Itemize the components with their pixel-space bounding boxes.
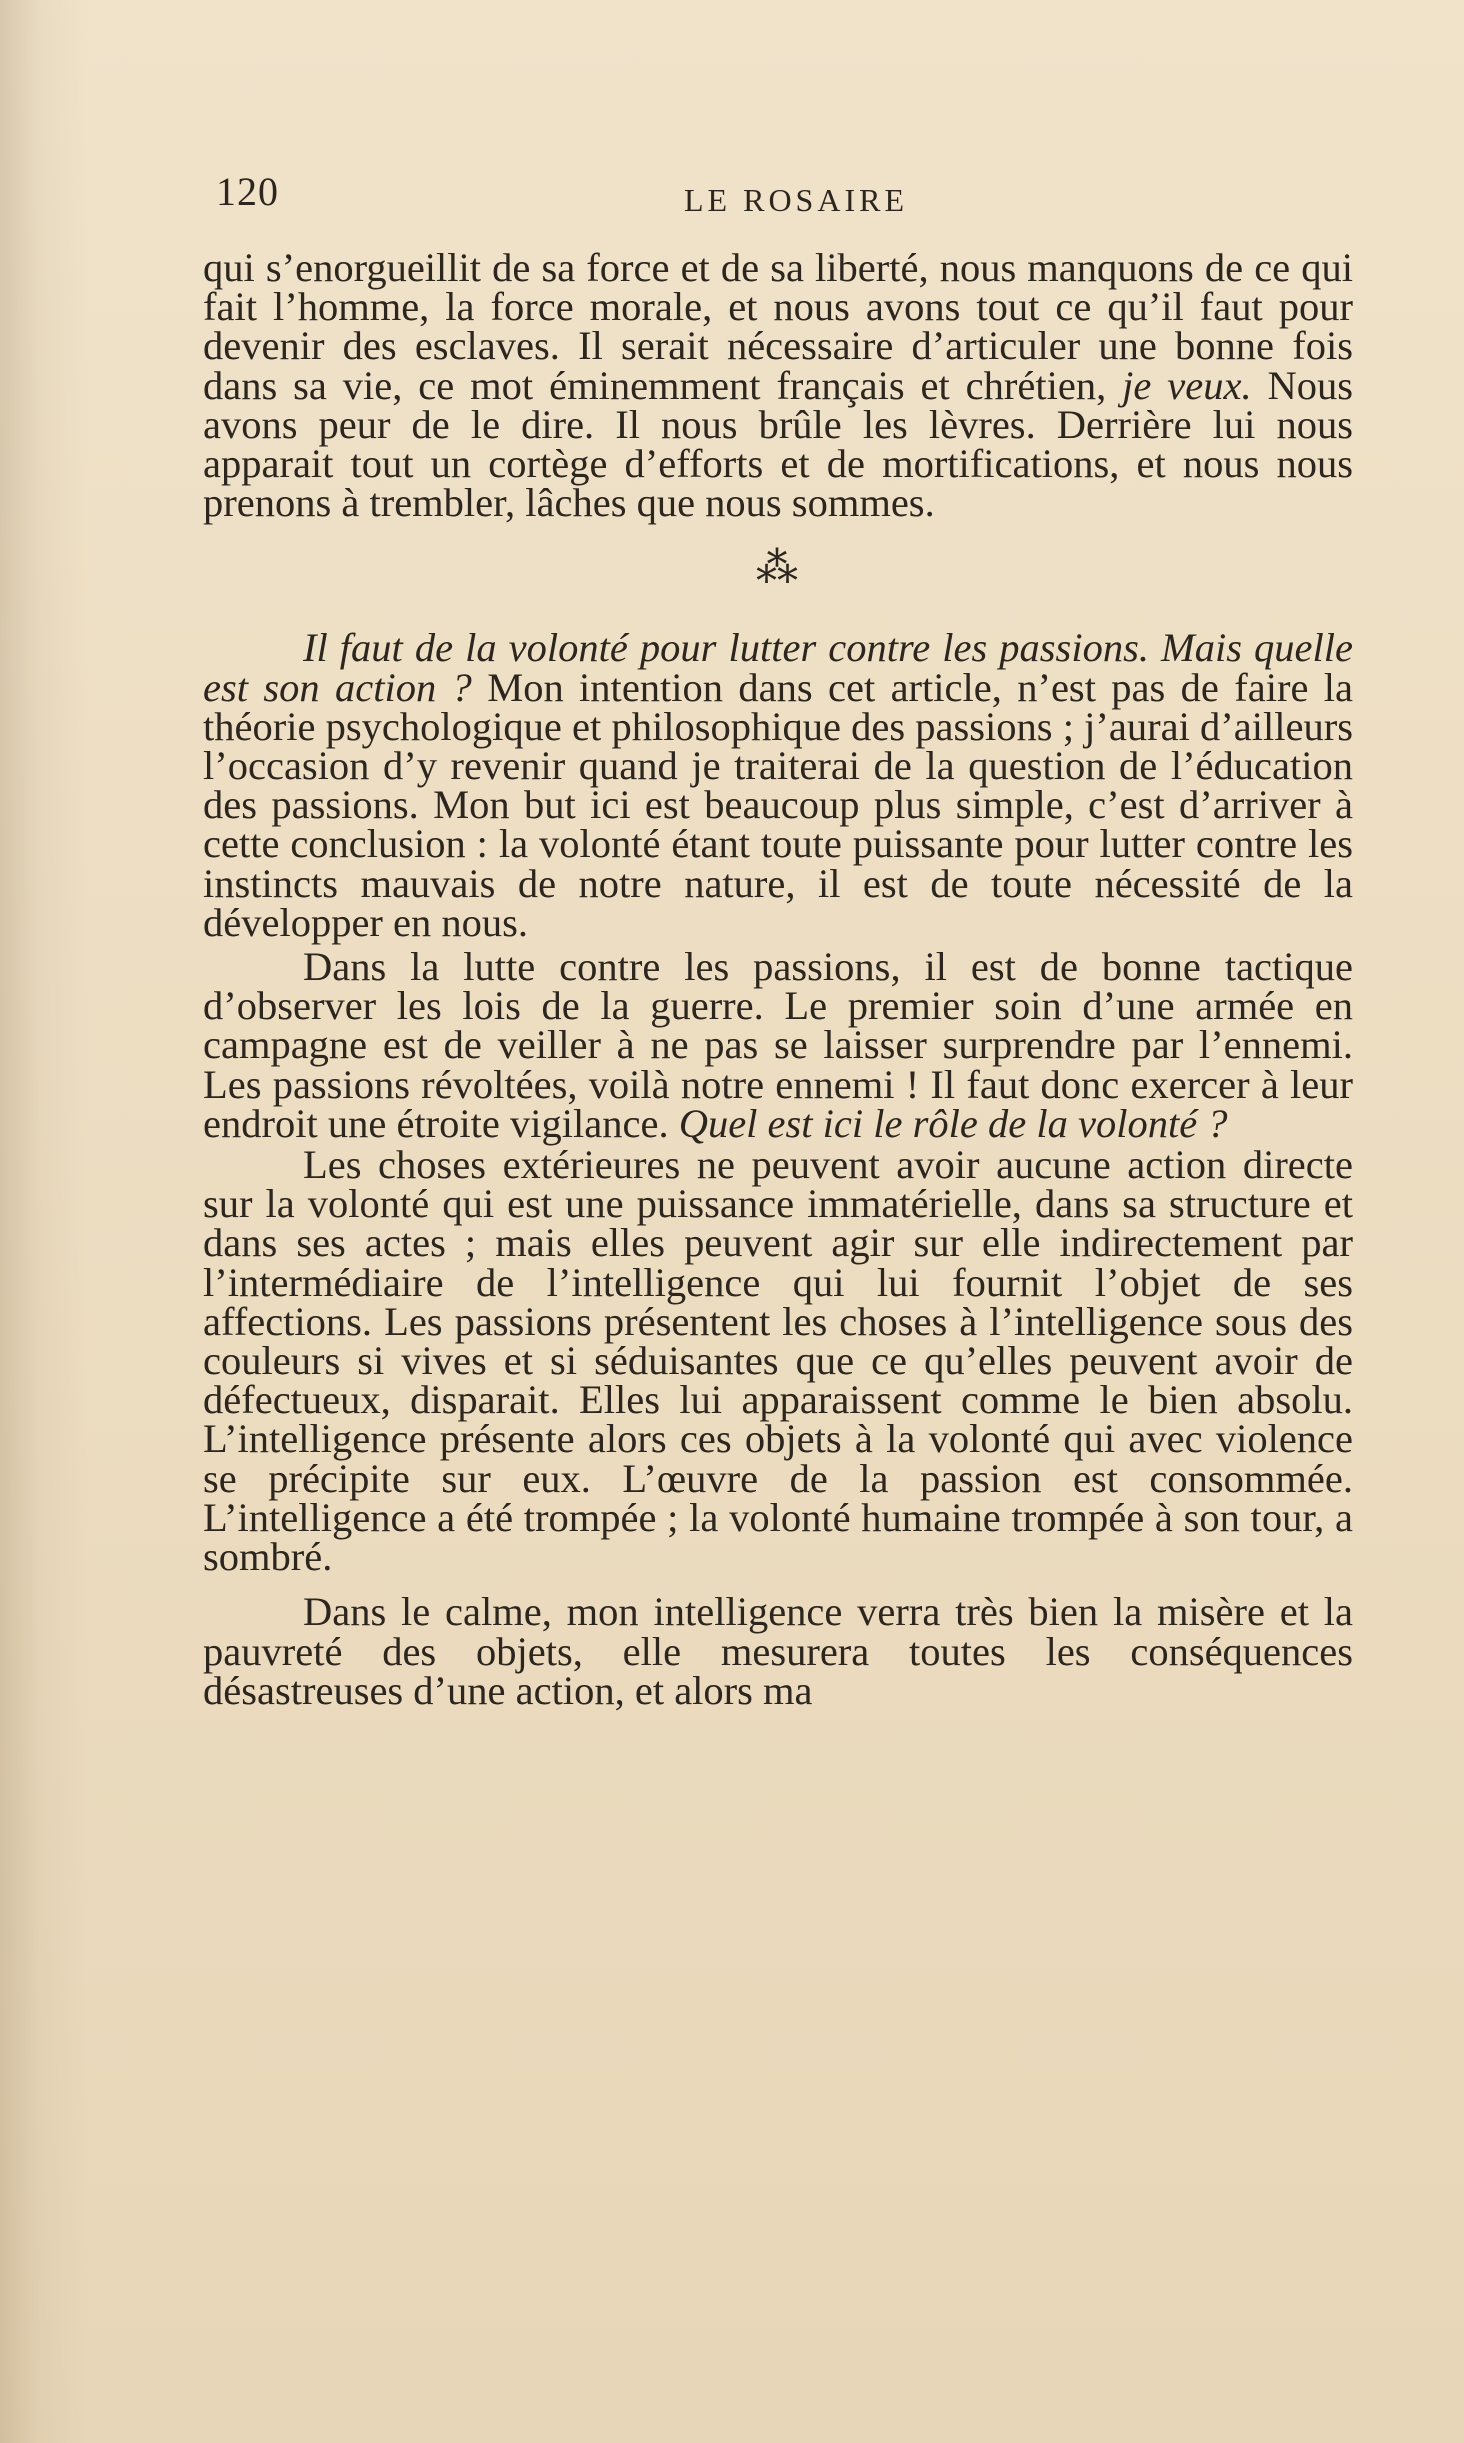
paragraph bbox=[203, 1142, 1353, 1580]
section-ornament: ⁂ bbox=[756, 546, 800, 593]
paragraph-continued bbox=[203, 245, 1354, 526]
italic-phrase: je veux. bbox=[1122, 362, 1252, 408]
paragraph-text: Nous avons peur de le dire. Il nous brûle les lèvres. Derrière lui nous apparait tout un cortège d’efforts et de mortifications, et nous nous prenons à trembler, lâches que nous sommes. bbox=[203, 362, 1354, 526]
paragraph bbox=[203, 1589, 1353, 1713]
paragraph bbox=[203, 944, 1353, 1146]
paragraph-text: Dans le calme, mon intelligence verra très bien la misère et la pauvreté des objets, elle mesurera toutes les conséquences désastreuses d’une action, et alors ma bbox=[203, 1589, 1353, 1713]
paragraph bbox=[203, 625, 1354, 945]
page-number: 120 bbox=[216, 169, 279, 214]
page-header bbox=[210, 168, 1360, 218]
body-text bbox=[203, 245, 1354, 1713]
italic-lead: Il faut de la volonté pour lutter contre les passions. Mais quelle est son action ? bbox=[203, 625, 1353, 710]
paragraph-text: Dans la lutte contre les passions, il est de bonne tactique d’observer les lois de la guerre. Le premier soin d’une armée en campagne est de veiller à ne pas se laisser surprendre par l’ennemi. Les passions révoltées, voilà notre ennemi ! Il faut donc exercer à leur endroit une étroite vigilance. bbox=[203, 944, 1353, 1146]
italic-question: Quel est ici le rôle de la volonté ? bbox=[678, 1100, 1228, 1146]
paragraph-text: Les choses extérieures ne peuvent avoir aucune action directe sur la volonté qui est une puissance immatérielle, dans sa structure et dans ses actes ; mais elles peuvent agir sur elle indirectement par l’intermédiaire de l’intelligence qui lui fournit l’objet de ses affections. Les passions présentent les choses à l’intelligence sous des couleurs si vives et si séduisantes que ce qu’elles peuvent avoir de défectueux, disparait. Elles lui apparaissent comme le bien absolu. L’intelligence présente alors ces objets à la volonté qui avec violence se précipite sur eux. L’œuvre de la passion est consommée. L’intelligence a été trompée ; la volonté humaine trompée à son tour, a sombré. bbox=[203, 1142, 1353, 1580]
paragraph-text: qui s’enorgueillit de sa force et de sa liberté, nous manquons de ce qui fait l’homme, la force morale, et nous avons tout ce qu’il faut pour devenir des esclaves. Il serait nécessaire d’articuler une bonne fois dans sa vie, ce mot éminemment français et chrétien, bbox=[203, 245, 1353, 408]
running-title: LE ROSAIRE bbox=[684, 182, 908, 218]
paragraph-text: Mon intention dans cet article, n’est pas de faire la théorie psychologique et philosophique des passions ; j’aurai d’ailleurs l’occasion d’y revenir quand je traiterai de la question de l’éducation des passions. Mon but ici est beaucoup plus simple, c’est d’arriver à cette conclusion : la volonté étant toute puissante pour lutter contre les instincts mauvais de notre nature, il est de toute nécessité de la développer en nous. bbox=[203, 664, 1354, 945]
